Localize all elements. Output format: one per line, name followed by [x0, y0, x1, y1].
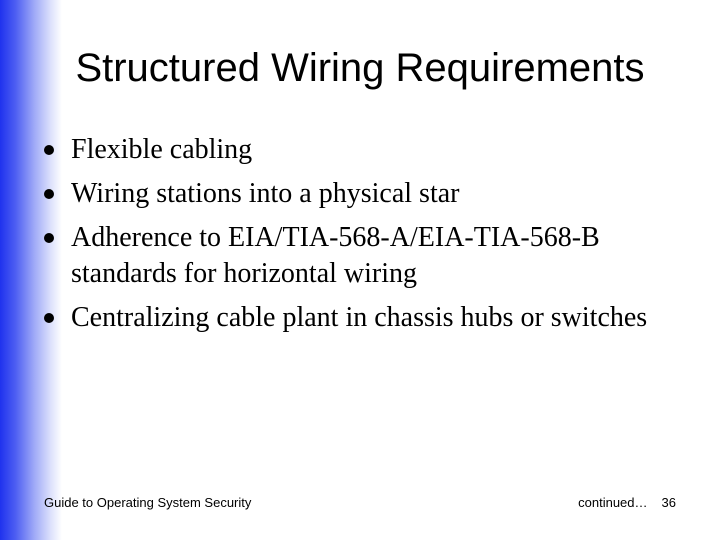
continued-label: continued… — [578, 495, 648, 510]
page-number: 36 — [661, 495, 676, 510]
bullet-text: Centralizing cable plant in chassis hubs or switches — [71, 302, 648, 333]
bullet-item — [44, 220, 704, 292]
bullet-dot-icon — [44, 233, 54, 243]
bullet-list — [44, 132, 704, 344]
bullet-text: Flexible cabling — [71, 134, 253, 165]
bullet-dot-icon — [44, 189, 54, 199]
bullet-item — [44, 176, 704, 212]
footer-right — [578, 495, 676, 510]
bullet-dot-icon — [44, 313, 54, 323]
bullet-text: Adherence to EIA/TIA-568-A/EIA-TIA-568-B standards for horizontal wiring — [71, 222, 600, 289]
bullet-item — [44, 300, 704, 336]
footer-source: Guide to Operating System Security — [44, 495, 252, 510]
bullet-dot-icon — [44, 145, 54, 155]
slide-title: Structured Wiring Requirements — [75, 46, 645, 90]
bullet-text: Wiring stations into a physical star — [71, 178, 460, 209]
bullet-item — [44, 132, 704, 168]
